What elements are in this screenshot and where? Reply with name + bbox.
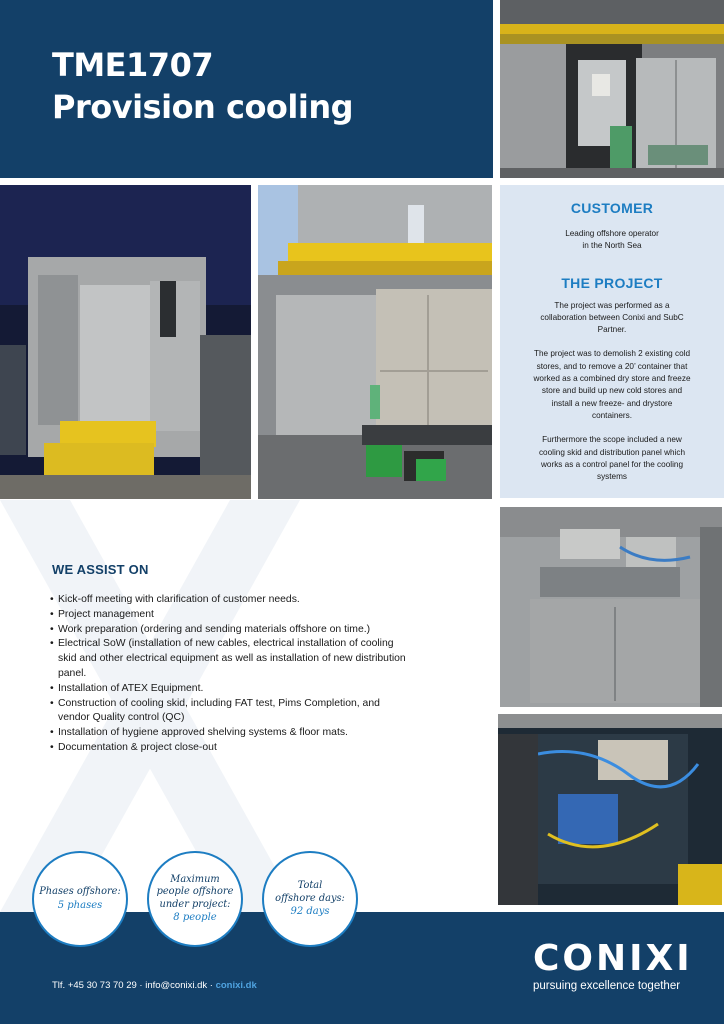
photo-container-door — [500, 0, 724, 178]
photo-distribution-panel — [498, 714, 722, 905]
list-item: • Construction of cooling skid, including FAT test, Pims Completion, and vendor Quality control (QC) — [50, 697, 410, 727]
stat-label: Maximum — [170, 874, 220, 886]
project-heading: THE PROJECT — [561, 274, 663, 291]
assist-list — [50, 593, 410, 756]
list-item: • Work preparation (ordering and sending materials offshore on time.) — [50, 623, 410, 638]
stat-label: Phases offshore: — [39, 886, 121, 898]
stat-value: 5 phases — [57, 899, 103, 911]
assist-heading: WE ASSIST ON — [52, 562, 149, 577]
customer-project-panel — [500, 185, 724, 498]
title-code: TME1707 — [52, 46, 214, 84]
website-link[interactable]: conixi.dk — [215, 980, 257, 991]
photo-cooling-skid — [500, 507, 722, 707]
customer-description: Leading offshore operator in the North Sea — [565, 229, 659, 251]
customer-heading: CUSTOMER — [570, 200, 654, 216]
logo-wordmark: CONIXI — [533, 938, 693, 979]
list-item: • Installation of hygiene approved shelving systems & floor mats. — [50, 726, 410, 741]
contact-details: Tlf. +45 30 73 70 29 · info@conixi.dk · — [52, 980, 216, 991]
stat-phases-offshore — [32, 851, 128, 947]
footer-contact — [52, 980, 257, 991]
list-item: • Documentation & project close-out — [50, 741, 410, 756]
project-paragraph-2: The project was to demolish 2 existing cold stores, and to remove a 20’ container that worked as a combined dry store and freeze store and build up new cold stores and install a new freeze- and drystore containers. — [533, 349, 691, 420]
stat-value: 92 days — [290, 905, 330, 917]
stat-label: under project: — [159, 898, 231, 910]
logo-tagline: pursuing excellence together — [533, 980, 681, 992]
title-subject: Provision cooling — [52, 88, 354, 126]
list-item: • Electrical SoW (installation of new cables, electrical installation of cooling skid and other electrical equipment as well as installation of new distribution panel. — [50, 637, 410, 681]
project-paragraph-3: Furthermore the scope included a new cooling skid and distribution panel which works as a control panel for the cooling systems — [538, 435, 686, 482]
conixi-logo — [533, 940, 693, 1000]
stat-offshore-days — [262, 851, 358, 947]
list-item: • Kick-off meeting with clarification of customer needs. — [50, 593, 410, 608]
stat-value: 8 people — [173, 911, 217, 923]
list-item: • Installation of ATEX Equipment. — [50, 682, 410, 697]
photo-cold-stores — [258, 185, 492, 499]
stat-label: people offshore — [156, 886, 234, 898]
stat-max-people — [147, 851, 243, 947]
stat-label: Total — [297, 880, 323, 892]
project-paragraph-1: The project was performed as a collaboration between Conixi and SubC Partner. — [540, 300, 684, 335]
photo-freeze-container — [0, 185, 251, 499]
page-title — [52, 44, 353, 128]
list-item: • Project management — [50, 608, 410, 623]
header-banner — [0, 0, 493, 178]
stat-label: offshore days: — [275, 892, 345, 904]
